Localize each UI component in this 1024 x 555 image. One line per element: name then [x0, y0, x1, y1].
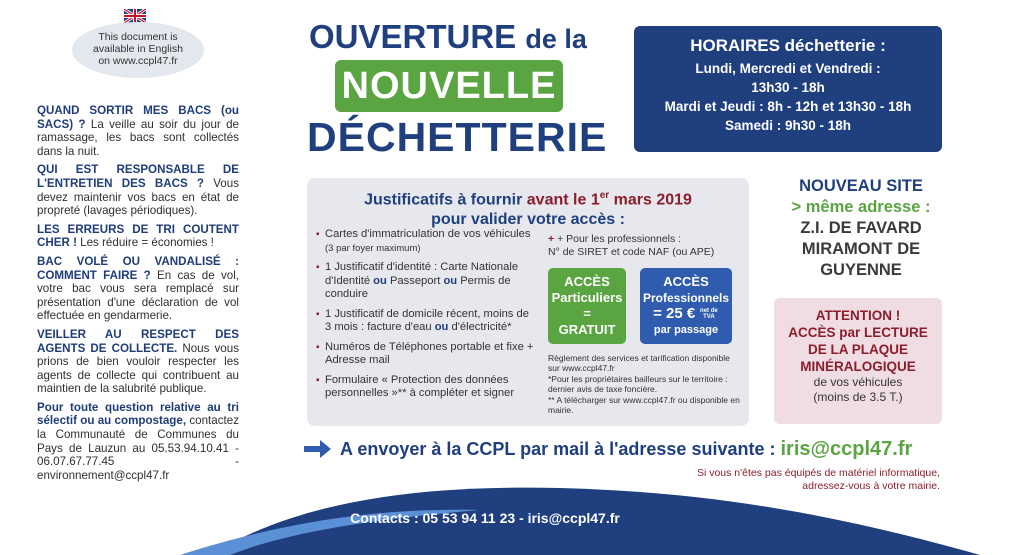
access-individuals-badge: ACCÈS Particuliers = GRATUIT: [548, 268, 626, 344]
hours-line: 13h30 - 18h: [751, 80, 825, 95]
list-item: ▪ Cartes d'immatriculation de vos véhicules (3 par foyer maximum): [316, 228, 534, 255]
english-note-line: This document is: [98, 31, 178, 43]
attention-box: ATTENTION ! ACCÈS par LECTURE DE LA PLAQUE MINÉRALOGIQUE de vos véhicules (moins de 3.5 T.): [774, 298, 942, 424]
english-availability-note: [72, 22, 204, 78]
hours-line: Lundi, Mercredi et Vendredi :: [695, 61, 881, 76]
hours-heading: HORAIRES déchetterie :: [690, 36, 886, 55]
opening-hours-box: [634, 26, 942, 152]
new-site-info: NOUVEAU SITE > même adresse : Z.I. DE FAVARD MIRAMONT DE GUYENNE: [791, 177, 931, 279]
title-decheterrie: DÉCHETTERIE: [307, 114, 608, 160]
faq-item: Pour toute question relative au tri sélectif ou au compostage, contactez la Communauté de Communes du Pays de Lauzun au 05.53.94.10.41 - 06.07.67.77.45 - environnement@ccpl47.fr: [37, 400, 239, 482]
email-link[interactable]: iris@ccpl47.fr: [780, 438, 913, 460]
documents-heading: Justificatifs à fournir avant le 1er mars 2019 pour valider votre accès :: [364, 190, 692, 229]
title-nouvelle-banner: NOUVELLE: [335, 60, 563, 112]
list-item: ▪ 1 Justificatif d'identité : Carte Nationale d'Identité ou Passeport ou Permis de conduire: [316, 261, 534, 302]
faq-item: LES ERREURS DE TRI COUTENT CHER ! Les réduire = économies !: [37, 222, 239, 250]
arrow-right-icon: [304, 438, 332, 460]
title-line-1: OUVERTURE de la: [309, 18, 587, 55]
documents-footnotes: Règlement des services et tarification disponible sur www.ccpl47.fr *Pour les propriétaires bailleurs sur le territoire : dernier avis de taxe foncière. ** A télécharger sur www.ccpl47.fr ou disponible en mairie.: [548, 353, 740, 416]
access-professionals-badge: ACCÈS Professionnels = 25 € net de TVA par passage: [640, 268, 732, 344]
documents-list: [316, 228, 534, 407]
send-instruction: A envoyer à la CCPL par mail à l'adresse suivante : iris@ccpl47.fr: [340, 438, 913, 460]
no-equipment-note: Si vous n'êtes pas équipés de matériel informatique, adressez-vous à votre mairie.: [696, 467, 940, 492]
contacts-line: Contacts : 05 53 94 11 23 - iris@ccpl47.fr: [350, 510, 620, 526]
english-note-line: available in English: [93, 43, 183, 55]
english-note-link[interactable]: on www.ccpl47.fr: [98, 55, 178, 67]
hours-line: Mardi et Jeudi : 8h - 12h et 13h30 - 18h: [664, 99, 912, 114]
faq-item: VEILLER AU RESPECT DES AGENTS DE COLLECTE. Nous vous prions de bien vouloir respecter les agents de collecte qui contribuent au maintien de la salubrité publique.: [37, 327, 239, 396]
faq-item: BAC VOLÉ OU VANDALISÉ : COMMENT FAIRE ? En cas de vol, votre bac vous sera remplacé sur présentation d'une déclaration de vol effectuée en gendarmerie.: [37, 254, 240, 323]
faq-item: QUI EST RESPONSABLE DE L'ENTRETIEN DES BACS ? Vous devez maintenir vos bacs en état de propreté (lavages périodiques).: [37, 163, 239, 218]
list-item: ▪ Formulaire « Protection des données personnelles »** à compléter et signer: [316, 374, 534, 401]
hours-line: Samedi : 9h30 - 18h: [724, 118, 852, 133]
list-item: ▪ 1 Justificatif de domicile récent, moins de 3 mois : facture d'eau ou d'électricité*: [316, 308, 534, 335]
list-item: ▪ Numéros de Téléphones portable et fixe + Adresse mail: [316, 341, 534, 368]
uk-flag-icon: [124, 9, 146, 23]
professionals-note: + + Pour les professionnels : N° de SIRET et code NAF (ou APE): [548, 233, 715, 258]
faq-item: QUAND SORTIR MES BACS (ou SACS) ? La veille au soir du jour de ramassage, les bacs sont collectés dans la nuit.: [37, 104, 239, 158]
faq-column: [37, 104, 239, 487]
